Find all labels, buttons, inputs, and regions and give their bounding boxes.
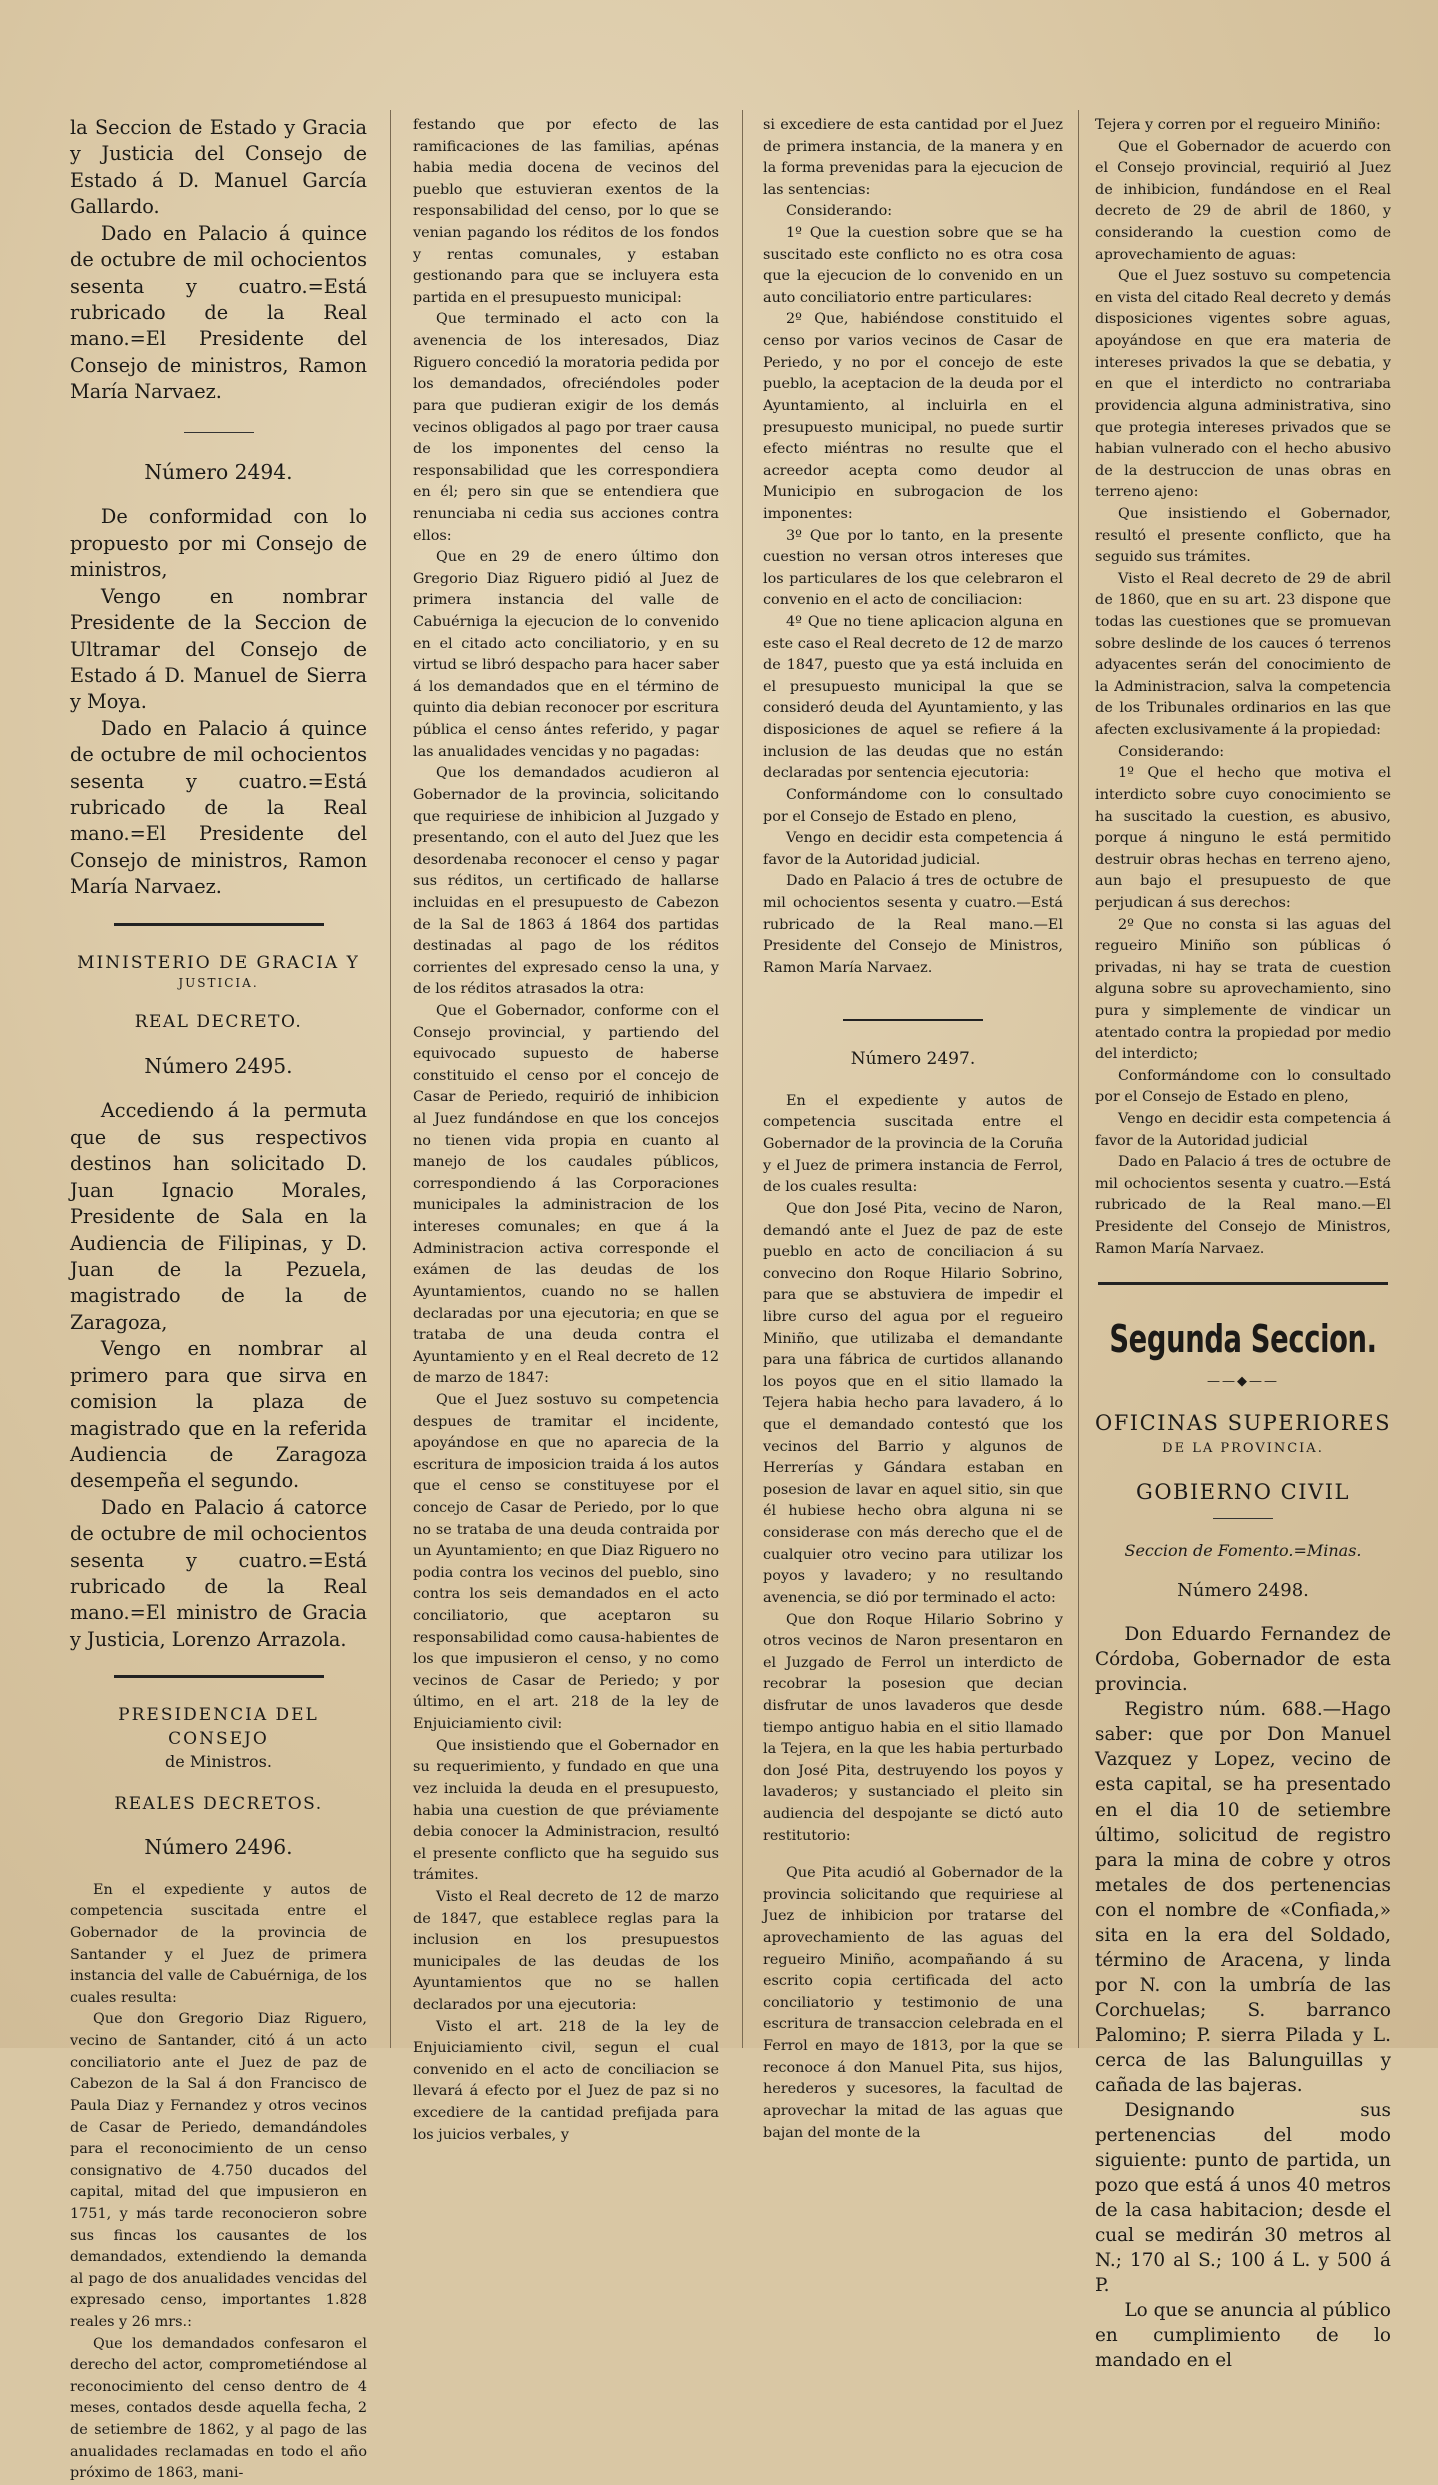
column-rule bbox=[1078, 110, 1079, 2048]
decree-text: Que el Gobernador de acuerdo con el Consejo provincial, requirió al Juez de inhibicion, fundándose en el Real decreto de 29 de abril de 1860, y considerando la cuestion como de aprovechamiento de aguas: bbox=[1095, 138, 1391, 263]
column-3 bbox=[763, 115, 1063, 2141]
office-subheading: DE LA PROVINCIA. bbox=[1162, 1441, 1324, 1457]
decree-text: 1º Que la cuestion sobre que se ha suscitado este conflicto no es otra cosa que la ejecucion de lo convenido en un auto conciliatorio entre particulares: bbox=[763, 225, 1063, 306]
decree-signature: Dado en Palacio á catorce de octubre de mil ochocientos sesenta y cuatro.=Está rubricado de la Real mano.=El ministro de Gracia y Justicia, Lorenzo Arrazola. bbox=[70, 1495, 367, 1651]
decree-text: Considerando: bbox=[786, 203, 893, 220]
divider bbox=[114, 923, 324, 926]
decree-text: 1º Que el hecho que motiva el interdicto sobre cuyo conocimiento se ha suscitado la cuestion, es abusivo, porque á ninguno le está permitido destruir obras hechas en terreno ajeno, aun bajo el presupuesto de que perjudican á sus derechos: bbox=[1095, 765, 1391, 911]
decree-text: Que los demandados acudieron al Gobernador de la provincia, solicitando que requiriese de inhibicion al Juzgado y presentando, con el auto del Juez que les desordenaba reconocer el censo y pagar sus réditos, un certificado de hallarse incluidas en el presupuesto de Cabezon de la Sal de 1863 á 1864 dos partidas destinadas al pago de los réditos corrientes del expresado censo la una, y de los réditos atrasados la otra: bbox=[413, 765, 719, 998]
decree-text: Que el Juez sostuvo su competencia despues de tramitar el incidente, apoyándose en que no aparecia de la escritura de imposicion traida á los autos que el censo se constituyese por el concejo de Casar de Periedo, por lo que no se trataba de una deuda contraida por un Ayuntamiento; en que Diaz Riguero no podia contra los vecinos del pueblo, sino contra los seis demandados en el acto conciliatorio, que aceptaron su responsabilidad como causa-habientes de los que impusieron el censo, y no como vecinos de Casar de Periedo; y por último, en el art. 218 de la ley de Enjuiciamiento civil: bbox=[413, 1391, 719, 1733]
decree-text: Visto el art. 218 de la ley de Enjuiciamiento civil, segun el cual convenido en el acto de conciliacion se llevará á efecto por el Juez de paz si no excediere de la cantidad prefijada para los juicios verbales, y bbox=[413, 2018, 719, 2143]
decree-text: la Seccion de Estado y Gracia y Justicia del Consejo de Estado á D. Manuel García Gallardo. bbox=[70, 116, 367, 219]
decree-text: Que insistiendo que el Gobernador en su requerimiento, y fundado en que una vez incluida la deuda en el presupuesto, habia una cuestion de que préviamente debia conocer la Administracion, resultó el presente conflicto que ha seguido sus trámites. bbox=[413, 1737, 719, 1884]
decree-text: Vengo en nombrar al primero para que sirva en comision la plaza de magistrado que en la referida Audiencia de Zaragoza desempeña el segundo. bbox=[70, 1337, 367, 1493]
decree-text: 3º Que por lo tanto, en la presente cuestion no versan otros intereses que los particulares de los que celebraron el convenio en el acto de conciliacion: bbox=[763, 527, 1063, 609]
decree-heading: REALES DECRETOS. bbox=[114, 1793, 323, 1814]
decree-text: festando que por efecto de las ramificaciones de las familias, apénas habia media docena de vecinos del pueblo que estuvieran exentos de la responsabilidad del censo, por lo que se venian pagando los réditos de los fondos y rentas comunales, y estaban gestionando para que se incluyera esta partida en el presupuesto municipal: bbox=[413, 117, 719, 306]
column-rule bbox=[390, 110, 391, 2048]
decree-number: Número 2497. bbox=[850, 1049, 976, 1070]
divider bbox=[1213, 1518, 1273, 1519]
decree-number: Número 2496. bbox=[144, 1835, 293, 1860]
decree-signature: Dado en Palacio á quince de octubre de mil ochocientos sesenta y cuatro.=Está rubricado de la Real mano.=El Presidente del Consejo de ministros, Ramon María Narvaez. bbox=[70, 221, 367, 404]
decree-text: Que don José Pita, vecino de Naron, demandó ante el Juez de paz de este pueblo en acto de conciliacion á su convecino don Roque Hilario Sobrino, para que se abstuviera de impedir el libre curso del agua por el regueiro Miniño, que utilizaba el demandante para una fábrica de curtidos allanando los poyos que en el sitio llamado la Tejera habia hecho para lavadero, á lo que el demandado contestó que los vecinos del Barrio y algunos de Herrerías y Gándara estaban en posesion de lavar en aquel sitio, sin que él hubiese hecho obra alguna ni se considerase con más derecho que el de cualquier otro vecino para utilizar los poyos y lavadero; y no resultando avenencia, se dió por terminado el acto: bbox=[763, 1200, 1063, 1606]
office-heading: OFICINAS SUPERIORES bbox=[1095, 1410, 1391, 1435]
notice-text: Don Eduardo Fernandez de Córdoba, Gobernador de esta provincia. bbox=[1095, 1624, 1391, 1696]
column-4 bbox=[1095, 115, 1391, 2372]
divider bbox=[184, 432, 254, 433]
decree-text: Vengo en decidir esta competencia á favor de la Autoridad judicial bbox=[1095, 1111, 1391, 1149]
decree-text: Que don Roque Hilario Sobrino y otros vecinos de Naron presentaron en el Juzgado de Ferrol un interdicto de recobrar la posesion que decian disfrutar de unos lavaderos que desde tiempo antiguo habia en el sitio llamado la Tejera, en la que les habia perturbado don José Pita, destruyendo los poyos y lavaderos; y sustanciado el pleito sin audiencia del despojante se dictó auto restitutorio: bbox=[763, 1611, 1063, 1844]
ornament-divider: ——◆—— bbox=[1207, 1374, 1279, 1390]
section-heading: PRESIDENCIA DEL CONSEJO bbox=[118, 1705, 319, 1749]
decree-text: Que los demandados confesaron el derecho del actor, comprometiéndose al reconocimiento del censo dentro de 4 meses, contados desde aquella fecha, 2 de setiembre de 1862, y al pago de las anualidades reclamadas en todo el año próximo de 1863, mani- bbox=[70, 2335, 367, 2482]
decree-text: Accediendo á la permuta que de sus respectivos destinos han solicitado D. Juan Ignacio Morales, Presidente de Sala en la Audiencia de Filipinas, y D. Juan de la Pezuela, magistrado de la de Zaragoza, bbox=[70, 1099, 367, 1334]
decree-text: Que terminado el acto con la avenencia de los interesados, Diaz Riguero concedió la moratoria pedida por los demandados, ofreciéndoles poder para que pudieran exigir de los demás vecinos obligados al pago por traer causa de los imponentes del censo la responsabilidad que les correspondiera en él; pero sin que se entendiera que renunciaba ni cedia sus acciones contra ellos: bbox=[413, 311, 719, 544]
section-subheading: de Ministros. bbox=[165, 1751, 272, 1771]
decree-text: Conformándome con lo consultado por el Consejo de Estado en pleno, bbox=[1095, 1067, 1391, 1106]
decree-text: 2º Que, habiéndose constituido el censo por varios vecinos de Casar de Periedo, y no por el concejo de este pueblo, la aceptacion de la deuda por el Ayuntamiento, al incluirla en el presupuesto municipal, no puede surtir efecto miéntras no resulte que el acreedor acepta como deudor al Municipio en subrogacion de los imponentes: bbox=[763, 311, 1063, 522]
divider bbox=[114, 1675, 324, 1678]
decree-text: 4º Que no tiene aplicacion alguna en este caso el Real decreto de 12 de marzo de 1847, puesto que ya está incluida en el presupuesto municipal la que se consideró deuda del Ayuntamiento, y las disposiciones de aquel se refiere á la inclusion de las deudas que no están declaradas por sentencia ejecutoria: bbox=[763, 614, 1063, 782]
divider bbox=[1098, 1282, 1388, 1285]
decree-signature: Dado en Palacio á tres de octubre de mil ochocientos sesenta y cuatro.—Está rubricado de la Real mano.—El Presidente del Consejo de Ministros, Ramon María Narvaez. bbox=[763, 873, 1063, 976]
decree-text: En el expediente y autos de competencia suscitada entre el Gobernador de la provincia de la Coruña y el Juez de primera instancia de Ferrol, de los cuales resulta: bbox=[763, 1092, 1063, 1196]
decree-number: Número 2498. bbox=[1177, 1580, 1309, 1602]
divider bbox=[843, 1019, 983, 1021]
subsection-heading: Seccion de Fomento.=Minas. bbox=[1124, 1541, 1362, 1561]
decree-text: Que insistiendo el Gobernador, resultó el presente conflicto, que ha seguido sus trámites. bbox=[1095, 505, 1391, 566]
section-heading: MINISTERIO DE GRACIA Y bbox=[77, 952, 360, 973]
notice-text: Designando sus pertenencias del modo siguiente: punto de partida, un pozo que está á unos 40 metros de la casa habitacion; desde el cual se medirán 30 metros al N.; 170 al S.; 100 á L. y 500 á P. bbox=[1095, 2099, 1391, 2297]
decree-text: Que el Juez sostuvo su competencia en vista del citado Real decreto y demás disposiciones vigentes sobre aguas, apoyándose en que era materia de intereses privados la que se debatia, y en que el interdicto no contrariaba providencia alguna administrativa, sino que protegia intereses privados que se habian vulnerado con el hecho abusivo de la destruccion de unas obras en terreno ajeno: bbox=[1095, 268, 1391, 501]
decree-number: Número 2494. bbox=[144, 459, 293, 484]
decree-signature: Dado en Palacio á quince de octubre de mil ochocientos sesenta y cuatro.=Está rubricado de la Real mano.=El Presidente del Consejo de ministros, Ramon María Narvaez. bbox=[70, 716, 367, 899]
column-1 bbox=[70, 115, 367, 2482]
decree-text: De conformidad con lo propuesto por mi Consejo de ministros, bbox=[70, 505, 367, 582]
decree-text: Visto el Real decreto de 29 de abril de 1860, que en su art. 23 dispone que todas las cuestiones que se promuevan sobre deslinde de los cauces ó terrenos adyacentes serán del conocimiento de la Administracion, salva la competencia de los Tribunales ordinarios en las que afecten exclusivamente á la propiedad: bbox=[1095, 570, 1391, 739]
column-rule bbox=[742, 110, 743, 2048]
decree-signature: Dado en Palacio á tres de octubre de mil ochocientos sesenta y cuatro.—Está rubricado de la Real mano.—El Presidente del Consejo de Ministros, Ramon María Narvaez. bbox=[1095, 1154, 1391, 1257]
decree-text: Que Pita acudió al Gobernador de la provincia solicitando que requiriese al Juez de inhibicion por tratarse del aprovechamiento de las aguas del regueiro Miniño, acompañando á su escrito copia certificada del acto conciliatorio y testimonio de una escritura de transaccion celebrada en el Ferrol en mayo de 1813, por la que se reconoce á don Manuel Pita, sus hijos, herederos y sucesores, la facultad de aprovechar la mitad de las aguas que bajan del monte de la bbox=[763, 1865, 1063, 2141]
decree-text: Vengo en decidir esta competencia á favor de la Autoridad judicial. bbox=[763, 830, 1063, 868]
decree-text: Conformándome con lo consultado por el Consejo de Estado en pleno, bbox=[763, 786, 1063, 825]
column-2 bbox=[413, 115, 719, 2143]
decree-text: Tejera y corren por el regueiro Miniño: bbox=[1095, 117, 1381, 133]
notice-text: Lo que se anuncia al público en cumplimiento de lo mandado en el bbox=[1095, 2300, 1391, 2372]
section-subheading: JUSTICIA. bbox=[178, 976, 259, 990]
decree-text: Visto el Real decreto de 12 de marzo de 1847, que establece reglas para la inclusion en los presupuestos municipales de las deudas de los Ayuntamientos que no se hallen declarados por una ejecutoria: bbox=[413, 1888, 719, 2014]
decree-text: Considerando: bbox=[1118, 743, 1225, 760]
decree-text: Que el Gobernador, conforme con el Consejo provincial, y partiendo del equivocado supuesto de haberse constituido el censo por el concejo de Casar de Periedo, requirió de inhibicion al Juez fundándose en que los concejos no tienen vida propia en cuanto al manejo de los caudales públicos, correspondiendo á las Corporaciones municipales la administracion de los intereses comunales; en que á la Administracion activa corresponde el exámen de las deudas de los Ayuntamientos, cuando no se hallen declaradas por una ejecutoria; en que se trataba de una deuda contra el Ayuntamiento y en el Real decreto de 12 de marzo de 1847: bbox=[413, 1002, 719, 1387]
section-title: Segunda Seccion. bbox=[1109, 1317, 1377, 1362]
decree-text: si excediere de esta cantidad por el Juez de primera instancia, de la manera y en la forma prevenidas para la ejecucion de las sentencias: bbox=[763, 117, 1063, 198]
decree-heading: REAL DECRETO. bbox=[134, 1012, 303, 1033]
decree-text: Que don Gregorio Diaz Riguero, vecino de Santander, citó á un acto conciliatorio ante el Juez de paz de Cabezon de la Sal á don Francisco de Paula Diaz y Fernandez y otros vecinos de Casar de Periedo, demandándoles para el reconocimiento de un censo consignativo de 4.750 ducados del capital, mitad del que impusieron en 1751, y más tarde reconocieron sobre sus fincas los causantes de los demandados, extendiendo la demanda al pago de dos anualidades vencidas del expresado censo, importantes 1.828 reales y 26 mrs.: bbox=[70, 2011, 367, 2331]
decree-text: Vengo en nombrar Presidente de la Seccion de Ultramar del Consejo de Estado á D. Manuel de Sierra y Moya. bbox=[70, 584, 367, 714]
decree-number: Número 2495. bbox=[144, 1053, 293, 1078]
notice-text: Registro núm. 688.—Hago saber: que por Don Manuel Vazquez y Lopez, vecino de esta capital, se ha presentado en el dia 10 de setiembre último, solicitud de registro para la mina de cobre y otros metales de dos pertenencias con el nombre de «Confiada,» sita en la era del Soldado, término de Aracena, y linda por N. con la umbría de las Corchuelas; S. barranco Palomino; P. sierra Pilada y L. cerca de las Balunguillas y cañada de las bajeras. bbox=[1095, 1699, 1391, 2096]
decree-text: 2º Que no consta si las aguas del regueiro Miniño son públicas ó privadas, ni hay se trata de cuestion alguna sobre su aprovechamiento, sino pura y simplemente de vindicar un atentado contra la propiedad por medio del interdicto; bbox=[1095, 916, 1391, 1063]
decree-text: Que en 29 de enero último don Gregorio Diaz Riguero pidió al Juez de primera instancia del valle de Cabuérniga la ejecucion de lo convenido en el citado acto conciliatorio, y en su virtud se libró despacho para hacer saber á los demandados que en el término de quinto dia debian reconocer por escritura pública el censo ántes referido, y pagar las anualidades vencidas y no pagadas: bbox=[413, 549, 719, 760]
decree-text: En el expediente y autos de competencia suscitada entre el Gobernador de la provincia de Santander y el Juez de primera instancia del valle de Cabuérniga, de los cuales resulta: bbox=[70, 1881, 367, 2006]
government-heading: GOBIERNO CIVIL bbox=[1136, 1479, 1350, 1504]
